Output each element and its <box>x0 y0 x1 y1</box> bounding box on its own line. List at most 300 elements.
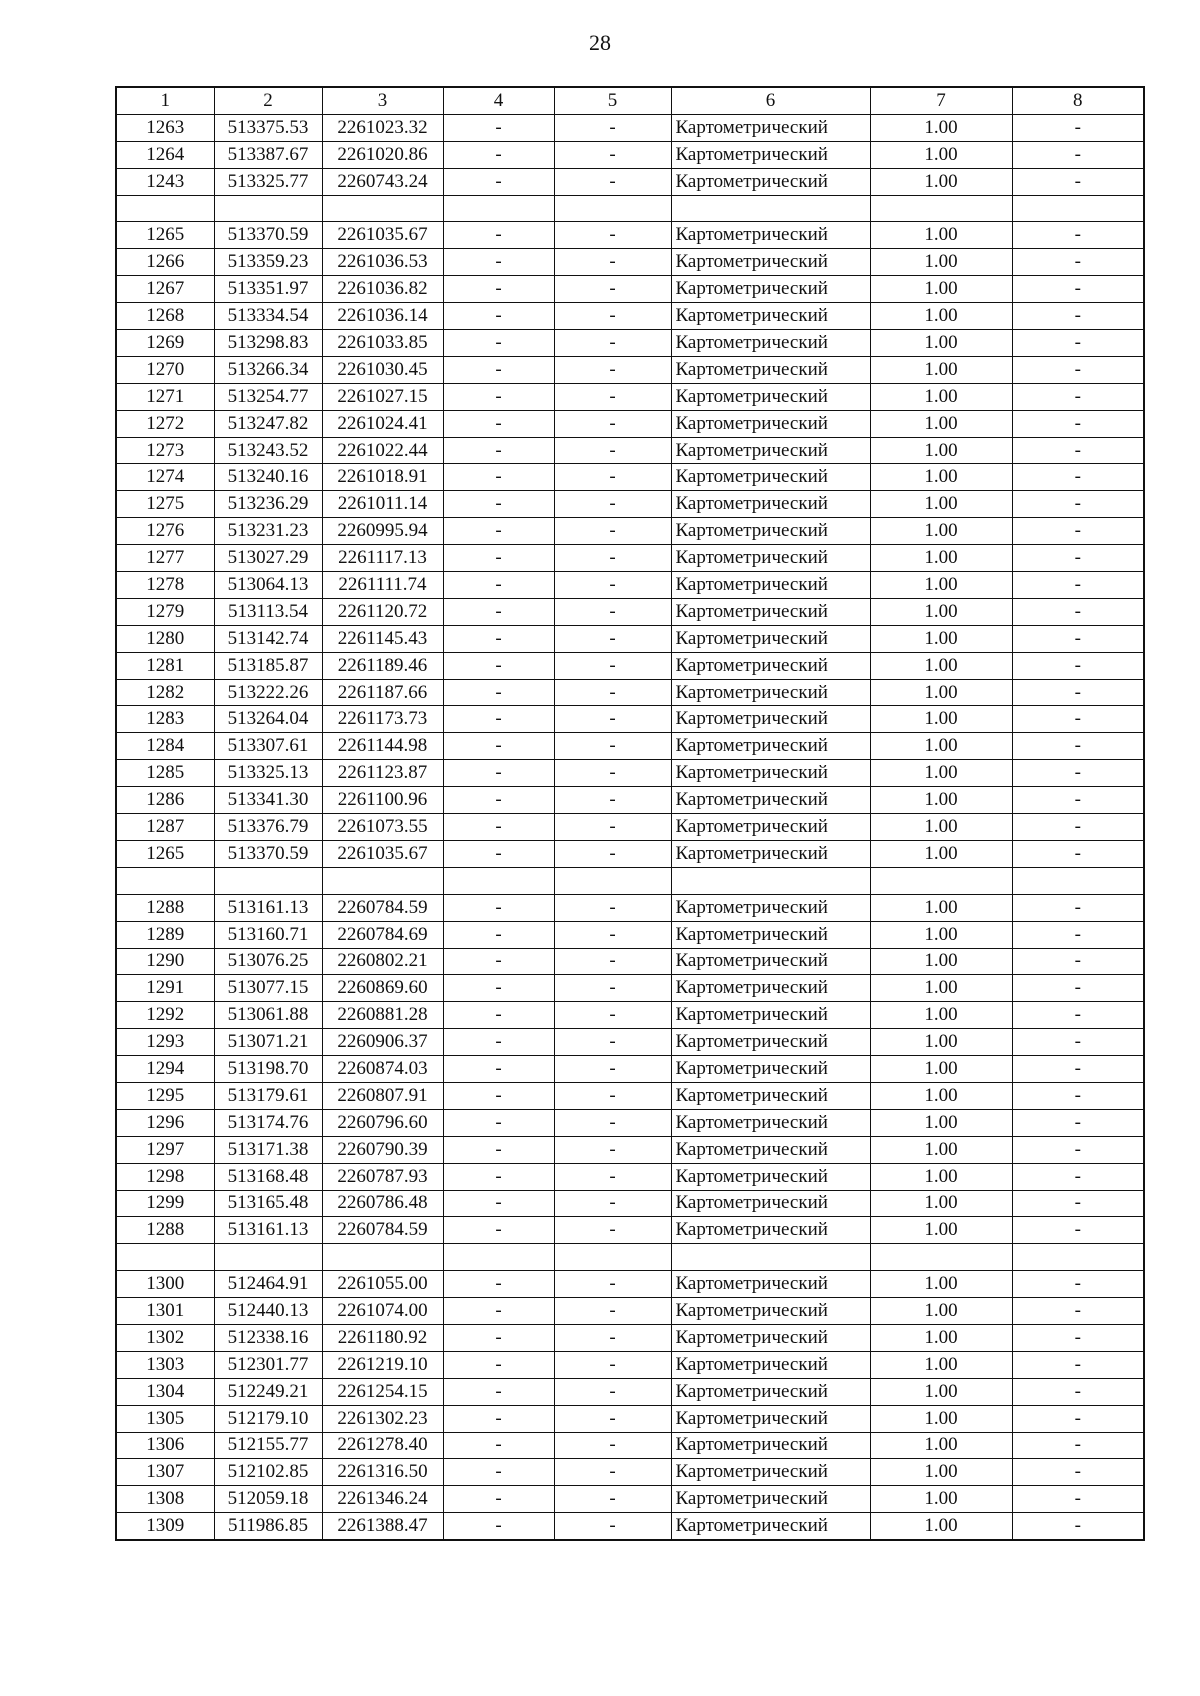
col-8-cell: - <box>1012 356 1144 383</box>
col-4-cell: - <box>443 1378 554 1405</box>
separator-row <box>116 1244 1144 1271</box>
col-8-cell: - <box>1012 141 1144 168</box>
coord-y-cell: 2260787.93 <box>322 1163 443 1190</box>
coord-y-cell: 2261254.15 <box>322 1378 443 1405</box>
point-number-cell <box>116 867 214 894</box>
col-8-cell: - <box>1012 1109 1144 1136</box>
col-4-cell: - <box>443 1163 554 1190</box>
col-4-cell: - <box>443 1056 554 1083</box>
coord-x-cell: 513222.26 <box>214 679 322 706</box>
col-4-cell: - <box>443 975 554 1002</box>
col-8-cell: - <box>1012 894 1144 921</box>
col-4-cell: - <box>443 1486 554 1513</box>
accuracy-cell: 1.00 <box>870 598 1012 625</box>
table-row <box>116 383 1144 410</box>
point-number-cell: 1305 <box>116 1405 214 1432</box>
coord-y-cell: 2261316.50 <box>322 1459 443 1486</box>
point-number-cell: 1266 <box>116 249 214 276</box>
method-cell: Картометрический <box>671 1163 870 1190</box>
col-8-cell: - <box>1012 921 1144 948</box>
point-number-cell: 1264 <box>116 141 214 168</box>
column-header-3: 3 <box>322 87 443 114</box>
coord-x-cell: 513254.77 <box>214 383 322 410</box>
table-row <box>116 625 1144 652</box>
coord-x-cell: 513370.59 <box>214 222 322 249</box>
accuracy-cell: 1.00 <box>870 141 1012 168</box>
col-8-cell: - <box>1012 1298 1144 1325</box>
col-5-cell: - <box>554 276 671 303</box>
coord-y-cell: 2260784.59 <box>322 1217 443 1244</box>
col-4-cell <box>443 867 554 894</box>
col-8-cell: - <box>1012 679 1144 706</box>
point-number-cell: 1288 <box>116 894 214 921</box>
table-row <box>116 491 1144 518</box>
col-5-cell: - <box>554 598 671 625</box>
point-number-cell: 1294 <box>116 1056 214 1083</box>
table-row <box>116 1432 1144 1459</box>
col-4-cell: - <box>443 1459 554 1486</box>
col-4-cell: - <box>443 948 554 975</box>
col-4-cell: - <box>443 814 554 841</box>
coord-y-cell: 2260802.21 <box>322 948 443 975</box>
coord-x-cell: 513264.04 <box>214 706 322 733</box>
col-4-cell: - <box>443 1109 554 1136</box>
table-row <box>116 1405 1144 1432</box>
coord-x-cell: 513370.59 <box>214 840 322 867</box>
accuracy-cell: 1.00 <box>870 1432 1012 1459</box>
accuracy-cell: 1.00 <box>870 1459 1012 1486</box>
col-5-cell: - <box>554 222 671 249</box>
col-8-cell: - <box>1012 1190 1144 1217</box>
coord-y-cell: 2260743.24 <box>322 168 443 195</box>
col-4-cell: - <box>443 383 554 410</box>
point-number-cell: 1307 <box>116 1459 214 1486</box>
point-number-cell: 1291 <box>116 975 214 1002</box>
col-5-cell: - <box>554 921 671 948</box>
point-number-cell: 1243 <box>116 168 214 195</box>
table-row <box>116 1271 1144 1298</box>
method-cell: Картометрический <box>671 975 870 1002</box>
coord-y-cell: 2261111.74 <box>322 572 443 599</box>
coord-y-cell: 2261020.86 <box>322 141 443 168</box>
col-4-cell: - <box>443 545 554 572</box>
point-number-cell: 1308 <box>116 1486 214 1513</box>
coord-y-cell: 2260881.28 <box>322 1002 443 1029</box>
method-cell: Картометрический <box>671 760 870 787</box>
col-5-cell <box>554 195 671 222</box>
point-number-cell: 1288 <box>116 1217 214 1244</box>
table-row <box>116 114 1144 141</box>
column-header-2: 2 <box>214 87 322 114</box>
coord-y-cell: 2261030.45 <box>322 356 443 383</box>
col-4-cell: - <box>443 491 554 518</box>
table-row <box>116 1029 1144 1056</box>
col-8-cell: - <box>1012 598 1144 625</box>
accuracy-cell: 1.00 <box>870 249 1012 276</box>
table-row <box>116 948 1144 975</box>
method-cell: Картометрический <box>671 787 870 814</box>
method-cell: Картометрический <box>671 814 870 841</box>
accuracy-cell: 1.00 <box>870 356 1012 383</box>
page-number: 28 <box>589 30 611 55</box>
col-4-cell: - <box>443 437 554 464</box>
method-cell: Картометрический <box>671 1298 870 1325</box>
method-cell: Картометрический <box>671 948 870 975</box>
method-cell: Картометрический <box>671 356 870 383</box>
point-number-cell: 1301 <box>116 1298 214 1325</box>
accuracy-cell: 1.00 <box>870 921 1012 948</box>
column-header-6: 6 <box>671 87 870 114</box>
col-8-cell: - <box>1012 975 1144 1002</box>
coord-y-cell: 2261302.23 <box>322 1405 443 1432</box>
coord-y-cell: 2261055.00 <box>322 1271 443 1298</box>
method-cell: Картометрический <box>671 303 870 330</box>
coord-x-cell: 511986.85 <box>214 1513 322 1540</box>
method-cell: Картометрический <box>671 1432 870 1459</box>
coord-y-cell: 2261074.00 <box>322 1298 443 1325</box>
coord-x-cell: 513376.79 <box>214 814 322 841</box>
coord-y-cell: 2260796.60 <box>322 1109 443 1136</box>
table-row <box>116 1002 1144 1029</box>
col-8-cell: - <box>1012 383 1144 410</box>
table-row <box>116 706 1144 733</box>
accuracy-cell: 1.00 <box>870 1298 1012 1325</box>
method-cell: Картометрический <box>671 1378 870 1405</box>
table-row <box>116 1217 1144 1244</box>
coord-y-cell: 2261035.67 <box>322 840 443 867</box>
point-number-cell <box>116 1244 214 1271</box>
coord-x-cell: 513243.52 <box>214 437 322 464</box>
column-header-8: 8 <box>1012 87 1144 114</box>
point-number-cell: 1300 <box>116 1271 214 1298</box>
method-cell: Картометрический <box>671 114 870 141</box>
coord-x-cell: 513027.29 <box>214 545 322 572</box>
method-cell: Картометрический <box>671 1136 870 1163</box>
table-row <box>116 1298 1144 1325</box>
col-5-cell: - <box>554 679 671 706</box>
accuracy-cell: 1.00 <box>870 437 1012 464</box>
accuracy-cell <box>870 195 1012 222</box>
table-row <box>116 894 1144 921</box>
table-row <box>116 437 1144 464</box>
coord-y-cell: 2261023.32 <box>322 114 443 141</box>
accuracy-cell: 1.00 <box>870 625 1012 652</box>
col-8-cell: - <box>1012 1029 1144 1056</box>
point-number-cell: 1295 <box>116 1082 214 1109</box>
coord-x-cell: 512464.91 <box>214 1271 322 1298</box>
method-cell: Картометрический <box>671 330 870 357</box>
col-5-cell: - <box>554 303 671 330</box>
col-8-cell: - <box>1012 1163 1144 1190</box>
table-row <box>116 464 1144 491</box>
method-cell: Картометрический <box>671 652 870 679</box>
col-5-cell: - <box>554 356 671 383</box>
col-5-cell: - <box>554 787 671 814</box>
method-cell: Картометрический <box>671 1056 870 1083</box>
coord-y-cell <box>322 195 443 222</box>
coord-x-cell: 513298.83 <box>214 330 322 357</box>
coord-x-cell: 513325.77 <box>214 168 322 195</box>
table-row <box>116 760 1144 787</box>
accuracy-cell: 1.00 <box>870 814 1012 841</box>
col-4-cell: - <box>443 464 554 491</box>
point-number-cell: 1286 <box>116 787 214 814</box>
table-row <box>116 1056 1144 1083</box>
accuracy-cell: 1.00 <box>870 1136 1012 1163</box>
col-4-cell: - <box>443 598 554 625</box>
col-8-cell: - <box>1012 572 1144 599</box>
col-8-cell: - <box>1012 1351 1144 1378</box>
coord-x-cell: 513198.70 <box>214 1056 322 1083</box>
col-5-cell: - <box>554 814 671 841</box>
coord-y-cell: 2260906.37 <box>322 1029 443 1056</box>
coord-y-cell: 2261145.43 <box>322 625 443 652</box>
accuracy-cell: 1.00 <box>870 1029 1012 1056</box>
method-cell: Картометрический <box>671 1082 870 1109</box>
coord-y-cell: 2260807.91 <box>322 1082 443 1109</box>
col-5-cell: - <box>554 1002 671 1029</box>
coord-y-cell: 2261036.53 <box>322 249 443 276</box>
accuracy-cell: 1.00 <box>870 1378 1012 1405</box>
coord-y-cell: 2261011.14 <box>322 491 443 518</box>
col-4-cell <box>443 195 554 222</box>
table-row <box>116 1136 1144 1163</box>
table-row <box>116 356 1144 383</box>
point-number-cell: 1306 <box>116 1432 214 1459</box>
col-8-cell: - <box>1012 948 1144 975</box>
coord-x-cell: 513307.61 <box>214 733 322 760</box>
coord-y-cell: 2261180.92 <box>322 1324 443 1351</box>
col-4-cell: - <box>443 679 554 706</box>
method-cell: Картометрический <box>671 1324 870 1351</box>
col-4-cell: - <box>443 760 554 787</box>
accuracy-cell: 1.00 <box>870 1217 1012 1244</box>
col-8-cell: - <box>1012 518 1144 545</box>
col-4-cell: - <box>443 1190 554 1217</box>
col-8-cell: - <box>1012 303 1144 330</box>
accuracy-cell: 1.00 <box>870 840 1012 867</box>
point-number-cell: 1281 <box>116 652 214 679</box>
col-4-cell: - <box>443 840 554 867</box>
col-8-cell: - <box>1012 114 1144 141</box>
accuracy-cell: 1.00 <box>870 1163 1012 1190</box>
accuracy-cell: 1.00 <box>870 975 1012 1002</box>
point-number-cell: 1290 <box>116 948 214 975</box>
col-8-cell: - <box>1012 222 1144 249</box>
col-5-cell: - <box>554 410 671 437</box>
point-number-cell: 1279 <box>116 598 214 625</box>
col-8-cell: - <box>1012 1324 1144 1351</box>
table-row <box>116 787 1144 814</box>
table-row <box>116 679 1144 706</box>
table-row <box>116 921 1144 948</box>
point-number-cell: 1304 <box>116 1378 214 1405</box>
col-5-cell: - <box>554 1432 671 1459</box>
coord-x-cell: 513171.38 <box>214 1136 322 1163</box>
coord-x-cell: 512249.21 <box>214 1378 322 1405</box>
table-row <box>116 1459 1144 1486</box>
method-cell: Картометрический <box>671 572 870 599</box>
coord-x-cell: 513341.30 <box>214 787 322 814</box>
point-number-cell: 1303 <box>116 1351 214 1378</box>
accuracy-cell: 1.00 <box>870 733 1012 760</box>
accuracy-cell: 1.00 <box>870 572 1012 599</box>
method-cell: Картометрический <box>671 1109 870 1136</box>
col-4-cell: - <box>443 1002 554 1029</box>
col-5-cell: - <box>554 1217 671 1244</box>
table-row <box>116 1486 1144 1513</box>
point-number-cell: 1265 <box>116 222 214 249</box>
col-8-cell <box>1012 1244 1144 1271</box>
method-cell: Картометрический <box>671 1486 870 1513</box>
coord-x-cell: 513236.29 <box>214 491 322 518</box>
col-5-cell: - <box>554 114 671 141</box>
col-4-cell: - <box>443 1324 554 1351</box>
coord-x-cell: 513077.15 <box>214 975 322 1002</box>
col-5-cell: - <box>554 625 671 652</box>
point-number-cell: 1276 <box>116 518 214 545</box>
coord-x-cell: 513325.13 <box>214 760 322 787</box>
col-5-cell: - <box>554 733 671 760</box>
col-5-cell: - <box>554 1324 671 1351</box>
col-8-cell: - <box>1012 1459 1144 1486</box>
col-8-cell: - <box>1012 760 1144 787</box>
point-number-cell: 1271 <box>116 383 214 410</box>
coord-y-cell: 2260784.69 <box>322 921 443 948</box>
col-8-cell: - <box>1012 733 1144 760</box>
coord-y-cell: 2261189.46 <box>322 652 443 679</box>
coord-x-cell: 513240.16 <box>214 464 322 491</box>
point-number-cell: 1263 <box>116 114 214 141</box>
coord-x-cell: 513387.67 <box>214 141 322 168</box>
coord-x-cell: 513161.13 <box>214 894 322 921</box>
coord-x-cell <box>214 867 322 894</box>
coord-y-cell <box>322 1244 443 1271</box>
col-5-cell: - <box>554 1459 671 1486</box>
col-8-cell: - <box>1012 545 1144 572</box>
coord-y-cell: 2261187.66 <box>322 679 443 706</box>
col-5-cell: - <box>554 1136 671 1163</box>
col-8-cell: - <box>1012 410 1144 437</box>
col-5-cell: - <box>554 1351 671 1378</box>
method-cell: Картометрический <box>671 276 870 303</box>
method-cell: Картометрический <box>671 1029 870 1056</box>
table-row <box>116 545 1144 572</box>
col-4-cell: - <box>443 572 554 599</box>
method-cell: Картометрический <box>671 1459 870 1486</box>
point-number-cell: 1282 <box>116 679 214 706</box>
col-5-cell: - <box>554 1378 671 1405</box>
coord-y-cell: 2261346.24 <box>322 1486 443 1513</box>
col-8-cell: - <box>1012 625 1144 652</box>
accuracy-cell: 1.00 <box>870 545 1012 572</box>
col-5-cell: - <box>554 975 671 1002</box>
col-4-cell: - <box>443 1298 554 1325</box>
method-cell: Картометрический <box>671 383 870 410</box>
coord-x-cell <box>214 1244 322 1271</box>
coord-y-cell: 2260784.59 <box>322 894 443 921</box>
point-number-cell: 1309 <box>116 1513 214 1540</box>
col-5-cell: - <box>554 1190 671 1217</box>
table-row <box>116 330 1144 357</box>
col-8-cell: - <box>1012 840 1144 867</box>
point-number-cell: 1277 <box>116 545 214 572</box>
point-number-cell: 1302 <box>116 1324 214 1351</box>
col-8-cell: - <box>1012 787 1144 814</box>
table-row <box>116 598 1144 625</box>
point-number-cell: 1280 <box>116 625 214 652</box>
col-4-cell: - <box>443 706 554 733</box>
method-cell: Картометрический <box>671 491 870 518</box>
col-4-cell: - <box>443 1271 554 1298</box>
coord-x-cell: 513160.71 <box>214 921 322 948</box>
accuracy-cell: 1.00 <box>870 1513 1012 1540</box>
coord-y-cell: 2261036.82 <box>322 276 443 303</box>
coord-x-cell: 512301.77 <box>214 1351 322 1378</box>
coord-y-cell: 2261027.15 <box>322 383 443 410</box>
col-4-cell: - <box>443 303 554 330</box>
coord-y-cell: 2261144.98 <box>322 733 443 760</box>
column-header-7: 7 <box>870 87 1012 114</box>
coord-y-cell: 2261120.72 <box>322 598 443 625</box>
col-4-cell: - <box>443 276 554 303</box>
coord-x-cell: 513064.13 <box>214 572 322 599</box>
col-8-cell: - <box>1012 1486 1144 1513</box>
table-row <box>116 840 1144 867</box>
table-row <box>116 1351 1144 1378</box>
accuracy-cell: 1.00 <box>870 894 1012 921</box>
separator-row <box>116 867 1144 894</box>
method-cell: Картометрический <box>671 625 870 652</box>
accuracy-cell: 1.00 <box>870 1056 1012 1083</box>
column-header-1: 1 <box>116 87 214 114</box>
coord-x-cell: 513266.34 <box>214 356 322 383</box>
point-number-cell: 1285 <box>116 760 214 787</box>
method-cell: Картометрический <box>671 1271 870 1298</box>
method-cell: Картометрический <box>671 464 870 491</box>
table-row <box>116 1190 1144 1217</box>
method-cell: Картометрический <box>671 921 870 948</box>
accuracy-cell: 1.00 <box>870 1351 1012 1378</box>
method-cell: Картометрический <box>671 518 870 545</box>
point-number-cell: 1289 <box>116 921 214 948</box>
col-5-cell: - <box>554 760 671 787</box>
accuracy-cell: 1.00 <box>870 222 1012 249</box>
col-5-cell: - <box>554 141 671 168</box>
col-8-cell: - <box>1012 814 1144 841</box>
coord-x-cell: 513113.54 <box>214 598 322 625</box>
coord-y-cell: 2261388.47 <box>322 1513 443 1540</box>
table-header-row <box>116 87 1144 114</box>
coord-x-cell: 513334.54 <box>214 303 322 330</box>
coord-x-cell: 513071.21 <box>214 1029 322 1056</box>
point-number-cell: 1283 <box>116 706 214 733</box>
coord-x-cell: 513161.13 <box>214 1217 322 1244</box>
accuracy-cell: 1.00 <box>870 1324 1012 1351</box>
col-5-cell: - <box>554 1298 671 1325</box>
table-row <box>116 652 1144 679</box>
table-row <box>116 410 1144 437</box>
coord-x-cell: 513179.61 <box>214 1082 322 1109</box>
col-5-cell: - <box>554 652 671 679</box>
col-4-cell: - <box>443 652 554 679</box>
col-8-cell <box>1012 867 1144 894</box>
col-4-cell: - <box>443 1029 554 1056</box>
coord-y-cell: 2261018.91 <box>322 464 443 491</box>
coord-y-cell: 2261100.96 <box>322 787 443 814</box>
accuracy-cell <box>870 867 1012 894</box>
table-row <box>116 222 1144 249</box>
